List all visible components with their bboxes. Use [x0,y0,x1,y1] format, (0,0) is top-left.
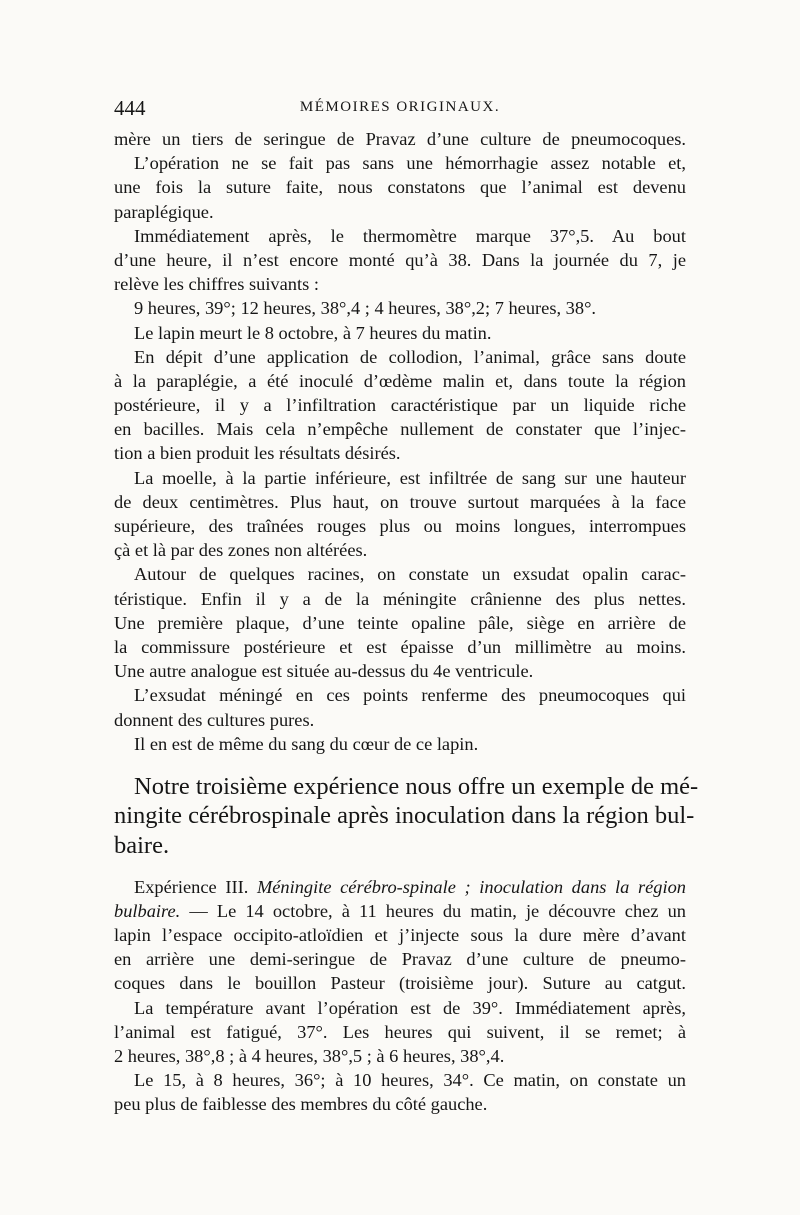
text-line: une fois la suture faite, nous constatons que l’animal est devenu [114,177,686,198]
large-text-line: ningite cérébrospinale après inoculation dans la région bul- [114,802,695,830]
page-body [114,127,699,1117]
experiment-first-line [114,899,686,923]
text-line: çà et là par des zones non altérées. [114,540,368,561]
text-line: la commissure postérieure et est épaisse d’un millimètre au moins. [114,636,686,657]
text-line: relève les chiffres suivants : [114,274,319,295]
text-line: Le lapin meurt le 8 octobre, à 7 heures du matin. [134,322,492,343]
text-line: paraplégique. [114,201,214,222]
running-head: MÉMOIRES ORIGINAUX. [299,99,501,115]
text-line: Immédiatement après, le thermomètre marque 37°,5. Au bout [134,225,686,246]
text-line: l’animal est fatigué, 37°. Les heures qui suivent, il se remet; à [114,1021,686,1042]
text-line: La moelle, à la partie inférieure, est infiltrée de sang sur une hauteur [134,467,686,488]
experiment-label: Expérience III. [134,876,249,897]
text-line: Une première plaque, d’une teinte opaline pâle, siège en arrière de [114,612,686,633]
text-line: donnent des cultures pures. [114,709,315,730]
experiment-title-cont: bulbaire. [114,900,181,921]
text-line: Il en est de même du sang du cœur de ce lapin. [134,733,479,754]
experiment-heading-line [114,875,686,899]
text-line: mère un tiers de seringue de Pravaz d’une culture de pneumocoques. [114,129,686,149]
text-line: de deux centimètres. Plus haut, on trouve surtout marquées à la face [114,491,686,512]
text-line: La température avant l’opération est de 39°. Immédiatement après, [134,997,686,1018]
page-number: 444 [114,96,146,120]
text-line: En dépit d’une application de collodion, l’animal, grâce sans doute [134,346,686,367]
text-line: en arrière une demi-seringue de Pravaz d’une culture de pneumo- [114,949,686,970]
page-header [114,96,686,120]
text-line: tion a bien produit les résultats désirés. [114,443,401,464]
large-text-line: baire. [114,832,170,860]
text-line: 2 heures, 38°,8 ; à 4 heures, 38°,5 ; à 6 heures, 38°,4. [114,1045,505,1066]
text-line: Autour de quelques racines, on constate un exsudat opalin carac- [134,564,686,585]
text-line: en bacilles. Mais cela n’empêche nullement de constater que l’injec- [114,419,686,440]
text-line: Une autre analogue est située au-dessus du 4e ventricule. [114,661,534,682]
text-line: d’une heure, il n’est encore monté qu’à 38. Dans la journée du 7, je [114,249,686,270]
large-text-line: Notre troisième expérience nous offre un exemple de mé- [134,772,699,800]
text-line: lapin l’espace occipito-atloïdien et j’injecte sous la dure mère d’avant [114,925,686,946]
text-line: Le 15, à 8 heures, 36°; à 10 heures, 34°. Ce matin, on constate un [134,1070,686,1091]
text-line: supérieure, des traînées rouges plus ou moins longues, interrompues [114,516,686,536]
experiment-first-text: — Le 14 octobre, à 11 heures du matin, je découvre chez un [189,900,686,921]
experiment-title: Méningite cérébro-spinale ; inoculation dans la région [256,876,686,897]
text-line: à la paraplégie, a été inoculé d’œdème malin et, dans toute la région [114,370,686,391]
text-line: peu plus de faiblesse des membres du côté gauche. [114,1094,488,1115]
text-line: L’exsudat méningé en ces points renferme des pneumocoques qui [134,685,686,706]
text-line: postérieure, il y a l’infiltration caractéristique par un liquide riche [114,395,686,416]
text-line: téristique. Enfin il y a de la méningite crânienne des plus nettes. [114,588,686,609]
text-line: coques dans le bouillon Pasteur (troisième jour). Suture au catgut. [114,973,686,994]
text-line: 9 heures, 39°; 12 heures, 38°,4 ; 4 heures, 38°,2; 7 heures, 38°. [134,298,597,319]
text-line: L’opération ne se fait pas sans une hémorrhagie assez notable et, [134,153,686,174]
